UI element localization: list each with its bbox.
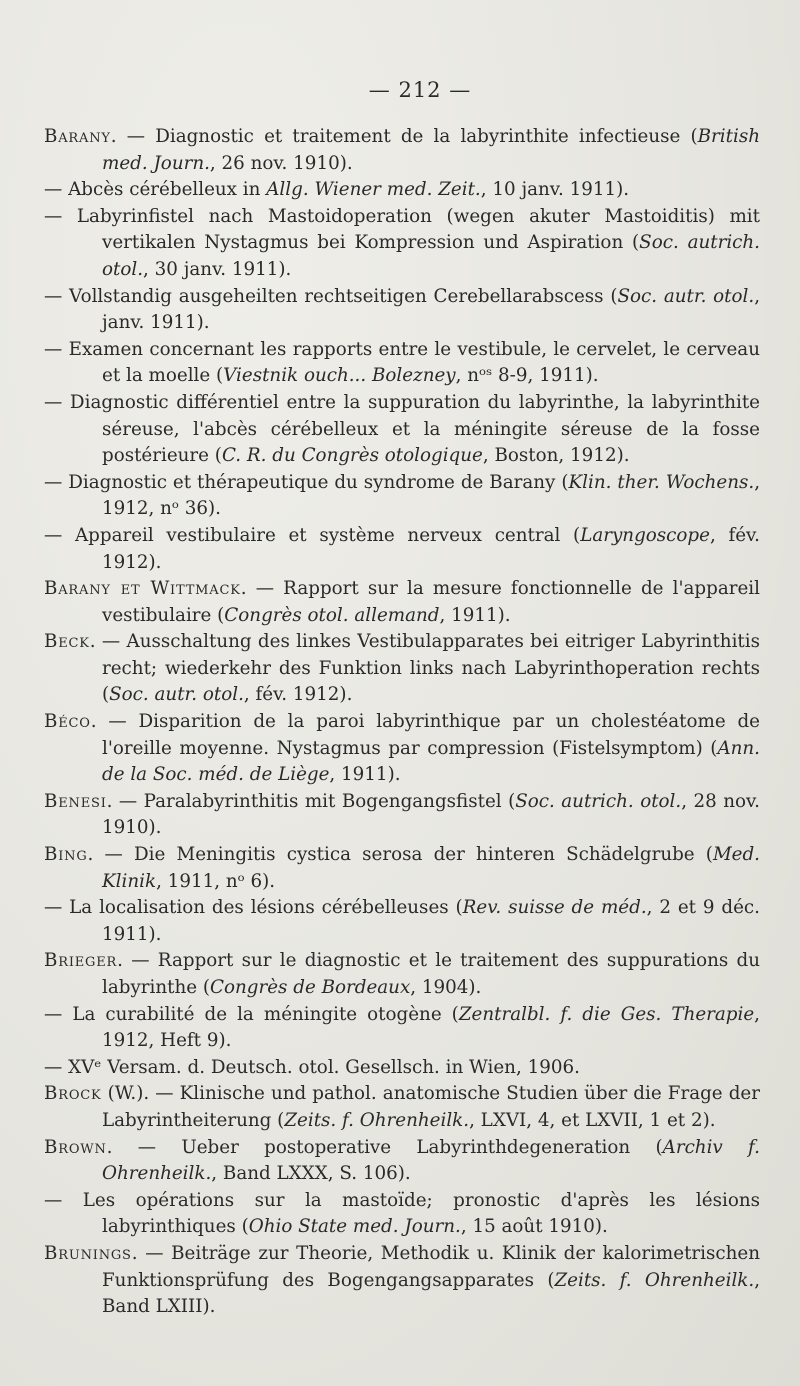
entry-text: — Appareil vestibulaire et système nerveux central ( (44, 524, 581, 546)
entry-source: Soc. autr. otol. (109, 684, 244, 706)
entry-text: (W.). — Klinische und pathol. anatomische Studien über die Frage der Labyrintheiterung ( (101, 1083, 760, 1131)
entry-source: Zeits. f. Ohrenheilk. (284, 1109, 470, 1131)
bibliography-entry (40, 1055, 760, 1082)
entry-author: Bing (44, 844, 88, 866)
entry-text: . — Beiträge zur Theorie, Methodik u. Klinik der kalorimetrischen Funktionsprüfung des Bogengangsapparates ( (102, 1242, 760, 1291)
entry-details: , Boston, 1912). (482, 445, 630, 467)
entry-source: Soc. autrich. otol. (102, 232, 760, 280)
entry-text: — Diagnostic et thérapeutique du syndrome de Barany ( (44, 471, 569, 493)
entry-source: Zentralbl. f. die Ges. Therapie (458, 1003, 755, 1025)
entry-author: Benesi (44, 790, 107, 812)
entry-details: , Band LXXX, S. 106). (211, 1163, 411, 1185)
bibliography-entry (40, 789, 760, 842)
entry-text: . — Ausschaltung des linkes Vestibulapparates bei eitriger Labyrinthitis recht; wiederkehr des Funktion links nach Labyrinthoperation rechts ( (89, 631, 760, 706)
entry-source: Congrès de Bordeaux (210, 977, 411, 998)
entry-source: Congrès otol. allemand (224, 604, 440, 626)
entry-details: , 1912, nᵒ 36). (102, 471, 760, 520)
bibliography-entry (40, 1188, 760, 1241)
entry-text: . — Ueber postoperative Labyrinthdegeneration ( (106, 1136, 663, 1158)
entry-details: , 1912, Heft 9). (102, 1003, 760, 1052)
bibliography-entry (40, 523, 760, 576)
entry-text: . — Rapport sur la mesure fonctionnelle de l'appareil vestibulaire ( (102, 578, 760, 626)
entry-author: Brock (44, 1083, 102, 1105)
entry-author: Brieger (44, 950, 118, 972)
entry-text: — Labyrinfistel nach Mastoidoperation (wegen akuter Mastoiditis) mit vertikalen Nystagmus bei Kompression und Aspiration ( (44, 205, 760, 254)
entry-author: Béco (44, 711, 91, 733)
entry-source: Ann. de la Soc. méd. de Liège (102, 737, 760, 786)
entry-source: Soc. autr. otol. (617, 285, 755, 307)
bibliography-entry (40, 895, 760, 948)
entry-source: Allg. Wiener med. Zeit. (266, 179, 481, 201)
entry-source: Med. Klinik (102, 844, 760, 892)
entry-source: Klin. ther. Wochens. (568, 471, 755, 493)
entry-source: Soc. autrich. otol. (515, 790, 682, 812)
bibliography-entry (40, 284, 760, 337)
entry-details: , LXVI, 4, et LXVII, 1 et 2). (469, 1109, 716, 1131)
entry-details: , fév. 1912). (243, 684, 353, 706)
entry-details: , 10 janv. 1911). (480, 179, 630, 201)
bibliography-entry (40, 629, 760, 709)
bibliography-entry (40, 390, 760, 470)
entry-author: Brown (44, 1136, 107, 1158)
entry-source: C. R. du Congrès otologique (221, 445, 483, 467)
entry-text: . — Rapport sur le diagnostic et le traitement des suppurations du labyrinthe ( (102, 950, 760, 998)
entry-details: , Band LXIII). (102, 1269, 760, 1318)
entry-text: — La localisation des lésions cérébelleuses ( (44, 897, 463, 919)
entry-author: Brunings (44, 1242, 132, 1264)
entry-author: Barany (44, 126, 111, 147)
entry-details: , 1911, nᵒ 6). (156, 870, 276, 892)
entry-source: Archiv f. Ohrenheilk. (102, 1136, 760, 1185)
entry-text: . — Diagnostic et traitement de la labyrinthite infectieuse ( (110, 126, 698, 147)
entry-author: Barany et Wittmack (44, 578, 241, 600)
bibliography-entry (40, 470, 760, 523)
entry-source: British med. Journ. (102, 126, 760, 174)
entry-text: . — Disparition de la paroi labyrinthique par un cholestéatome de l'oreille moyenne. Nystagmus par compression (Fistelsymptom) ( (90, 711, 760, 759)
entry-text: — Les opérations sur la mastoïde; pronostic d'après les lésions labyrinthiques ( (44, 1189, 760, 1238)
entry-details: , 28 nov. 1910). (102, 790, 760, 839)
entry-details: , janv. 1911). (102, 285, 760, 334)
entry-text: . — Paralabyrinthitis mit Bogengangsfistel ( (106, 790, 516, 812)
bibliography-entry (40, 1002, 760, 1055)
entry-details: , fév. 1912). (102, 524, 760, 573)
bibliography-entry (40, 1241, 760, 1321)
entry-text: — La curabilité de la méningite otogène ( (44, 1003, 459, 1025)
entry-source: Rev. suisse de méd. (462, 897, 647, 919)
bibliography-entry (40, 948, 760, 1001)
bibliography-entry (40, 1135, 760, 1188)
entry-source: Laryngoscope (580, 524, 710, 546)
entry-text: — Diagnostic différentiel entre la suppuration du labyrinthe, la labyrinthite séreuse, l'abcès cérébelleux et la méningite séreuse de la fosse postérieure ( (44, 391, 760, 467)
bibliography-list (40, 124, 760, 1321)
entry-text: — XVᵉ Versam. d. Deutsch. otol. Gesellsch. in Wien, 1906. (44, 1056, 580, 1078)
entry-details: , 2 et 9 déc. 1911). (102, 897, 760, 945)
entry-text: — Abcès cérébelleux in (44, 179, 267, 201)
entry-text: . — Die Meningitis cystica serosa der hinteren Schädelgrube ( (87, 844, 713, 866)
page-number: — 212 — (368, 78, 472, 102)
entry-source: Ohio State med. Journ. (248, 1216, 461, 1238)
bibliography-entry (40, 177, 760, 204)
bibliography-entry (40, 204, 760, 284)
bibliography-entry (40, 709, 760, 789)
entry-text: — Examen concernant les rapports entre le vestibule, le cervelet, le cerveau et la moelle ( (44, 338, 760, 387)
entry-details: , 26 nov. 1910). (209, 152, 353, 174)
bibliography-entry (40, 337, 760, 390)
bibliography-entry (40, 576, 760, 629)
bibliography-entry (40, 124, 760, 177)
entry-text: — Vollstandig ausgeheilten rechtseitigen Cerebellarabscess ( (44, 285, 618, 307)
entry-source: Viestnik ouch... Bolezney (223, 365, 456, 387)
entry-details: , 30 janv. 1911). (143, 258, 292, 280)
entry-author: Beck (44, 631, 90, 653)
entry-details: , 1911). (439, 604, 511, 626)
bibliography-entry (40, 842, 760, 895)
entry-details: , 15 août 1910). (460, 1216, 608, 1238)
entry-details: , 1911). (329, 764, 401, 786)
entry-details: , nᵒˢ 8-9, 1911). (455, 365, 599, 387)
entry-source: Zeits. f. Ohrenheilk. (554, 1269, 755, 1291)
bibliography-entry (40, 1081, 760, 1134)
entry-details: , 1904). (410, 977, 482, 998)
